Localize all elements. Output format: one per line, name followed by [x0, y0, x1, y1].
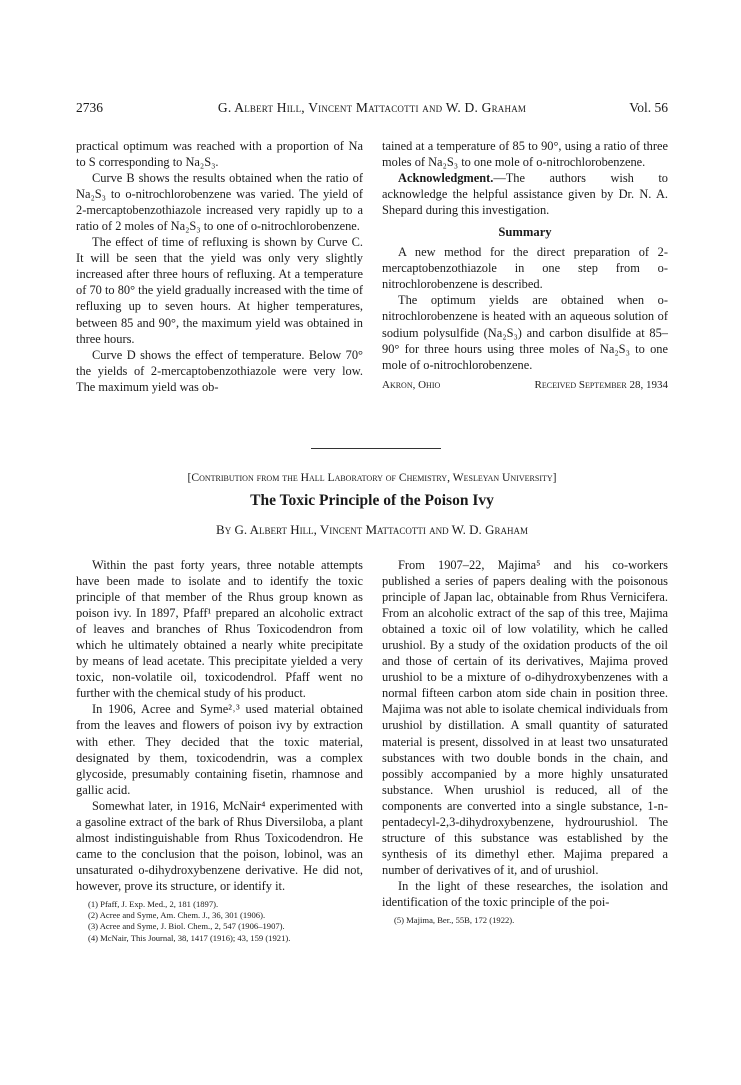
footnotes — [76, 899, 363, 944]
paragraph: From 1907–22, Majima⁵ and his co-workers published a series of papers dealing with the poisonous principle of Japan lac, obtainable from Rhus Vernicifera. From an alcoholic extract of the sap of this tree, Majima obtained a toxic oil of low volatility, which he called urushiol. By a study of the oxidation products of the oil and those of certain of its derivatives, Majima proved urushiol to be a mixture of o-dihydroxybenzenes with a normal fifteen carbon atom side chain in position three. Majima was not able to isolate chemical individuals from urushiol by distillation. A small quantity of saturated material is present, dissolved in at least two unsaturated substances with two double bonds in the chain, and possibly accompanied by a more highly unsaturated substance. When urushiol is reduced, all of the components are converted into a single substance, 1-n-pentadecyl-2,3-dihydroxybenzene, hydrourushiol. The structure of this substance was established by the synthesis of its dimethyl ether. Majima prepared a number of derivatives of it, and of urushiol. — [382, 558, 668, 877]
paragraph: practical optimum was reached with a proportion of Na to S corresponding to Na₂S₃. — [76, 139, 363, 170]
volume-label: Vol. 56 — [629, 100, 668, 115]
article-column-left — [76, 557, 363, 944]
footnote: (3) Acree and Syme, J. Biol. Chem., 2, 547 (1906–1907). — [88, 921, 285, 932]
contribution-line: [Contribution from the Hall Laboratory of Chemistry, Wesleyan University] — [187, 471, 557, 484]
footnote: (4) McNair, This Journal, 38, 1417 (1916); 43, 159 (1921). — [88, 932, 291, 943]
article-footer — [382, 377, 668, 393]
footnote: (5) Majima, Ber., 55B, 172 (1922). — [394, 915, 515, 926]
place-label: Akron, Ohio — [382, 378, 441, 391]
article-title: The Toxic Principle of the Poison Ivy — [250, 492, 494, 509]
page-number: 2736 — [76, 100, 103, 115]
article-byline: By G. Albert Hill, Vincent Mattacotti and W. D. Graham — [216, 522, 528, 537]
article-column-right — [382, 557, 668, 926]
paragraph: Within the past forty years, three notable attempts have been made to isolate and to identify the toxic principle of that member of the Rhus group known as poison ivy. In 1897, Pfaff¹ prepared an alcoholic extract of leaves and branches of Rhus Toxicodendron from which he ultimately obtained a nearly white precipitate by means of lead acetate. This precipitate yielded a very toxic, non-volatile oil, toxicodendrol. Pfaff went no further with the chemical study of his product. — [76, 558, 363, 701]
running-header-authors: G. Albert Hill, Vincent Mattacotti and W. D. Graham — [217, 100, 527, 115]
footnote: (2) Acree and Syme, Am. Chem. J., 36, 301 (1906). — [88, 910, 266, 921]
paragraph: Curve D shows the effect of temperature. Below 70° the yields of 2-mercaptobenzothiazole were very low. The maximum yield was ob- — [76, 347, 363, 394]
paragraph: Curve B shows the results obtained when the ratio of Na₂S₃ to o-nitrochlorobenzene was varied. The yield of 2-mercaptobenzothiazole increased very rapidly up to a ratio of 2 moles of Na₂S₃ to one of o-nitrochlorobenzene. — [76, 171, 363, 234]
running-header — [76, 100, 668, 118]
summary-heading: Summary — [498, 225, 552, 240]
prev-article-column-right — [382, 138, 668, 393]
acknowledgment-heading: Acknowledgment. — [398, 171, 494, 186]
acknowledgment-text: —The authors wish to acknowledge the helpful assistance given by Dr. N. A. Shepard during this investigation. — [382, 171, 668, 218]
acknowledgment — [382, 170, 668, 218]
summary-paragraph: The optimum yields are obtained when o-nitrochlorobenzene is heated with an aqueous solution of sodium polysulfide (Na₂S₃) and carbon disulfide at 85–90° for three hours using three moles of Na₂S₃ to one mole of o-nitrochlorobenzene. — [382, 293, 668, 372]
paragraph: In the light of these researches, the isolation and identification of the toxic principle of the poi- — [382, 878, 668, 909]
section-divider — [311, 448, 441, 449]
paragraph: The effect of time of refluxing is shown by Curve C. It will be seen that the yield was only very slightly increased after three hours of refluxing. At a temperature of 70 to 80° the yield gradually increased with the time of refluxing up to seven hours. At higher temperatures, between 85 and 90°, the maximum yield was obtained in three hours. — [76, 235, 363, 346]
footnotes — [382, 915, 668, 926]
paragraph: Somewhat later, in 1916, McNair⁴ experimented with a gasoline extract of the bark of Rhus Diversiloba, a plant almost indistinguishable from Rhus Toxicodendron. He came to the conclusion that the poison, lobinol, was an unsaturated o-dihydroxybenzene derivative. He did not, however, prove its structure, or identify it. — [76, 798, 363, 893]
footnote: (1) Pfaff, J. Exp. Med., 2, 181 (1897). — [88, 898, 219, 909]
received-date: Received September 28, 1934 — [534, 378, 668, 391]
summary-paragraph: A new method for the direct preparation of 2-mercaptobenzothiazole in one step from o-nitrochlorobenzene is described. — [382, 245, 668, 292]
paragraph: In 1906, Acree and Syme²˒³ used material obtained from the leaves and flowers of poison ivy by extraction with ether. They decided that the toxic material, designated by them, toxicodendrin, was a complex glycoside, presumably containing fisetin, rhamnose and gallic acid. — [76, 702, 363, 797]
prev-article-column-left — [76, 138, 363, 395]
paragraph: tained at a temperature of 85 to 90°, using a ratio of three moles of Na₂S₃ to one mole of o-nitrochlorobenzene. — [382, 139, 668, 170]
